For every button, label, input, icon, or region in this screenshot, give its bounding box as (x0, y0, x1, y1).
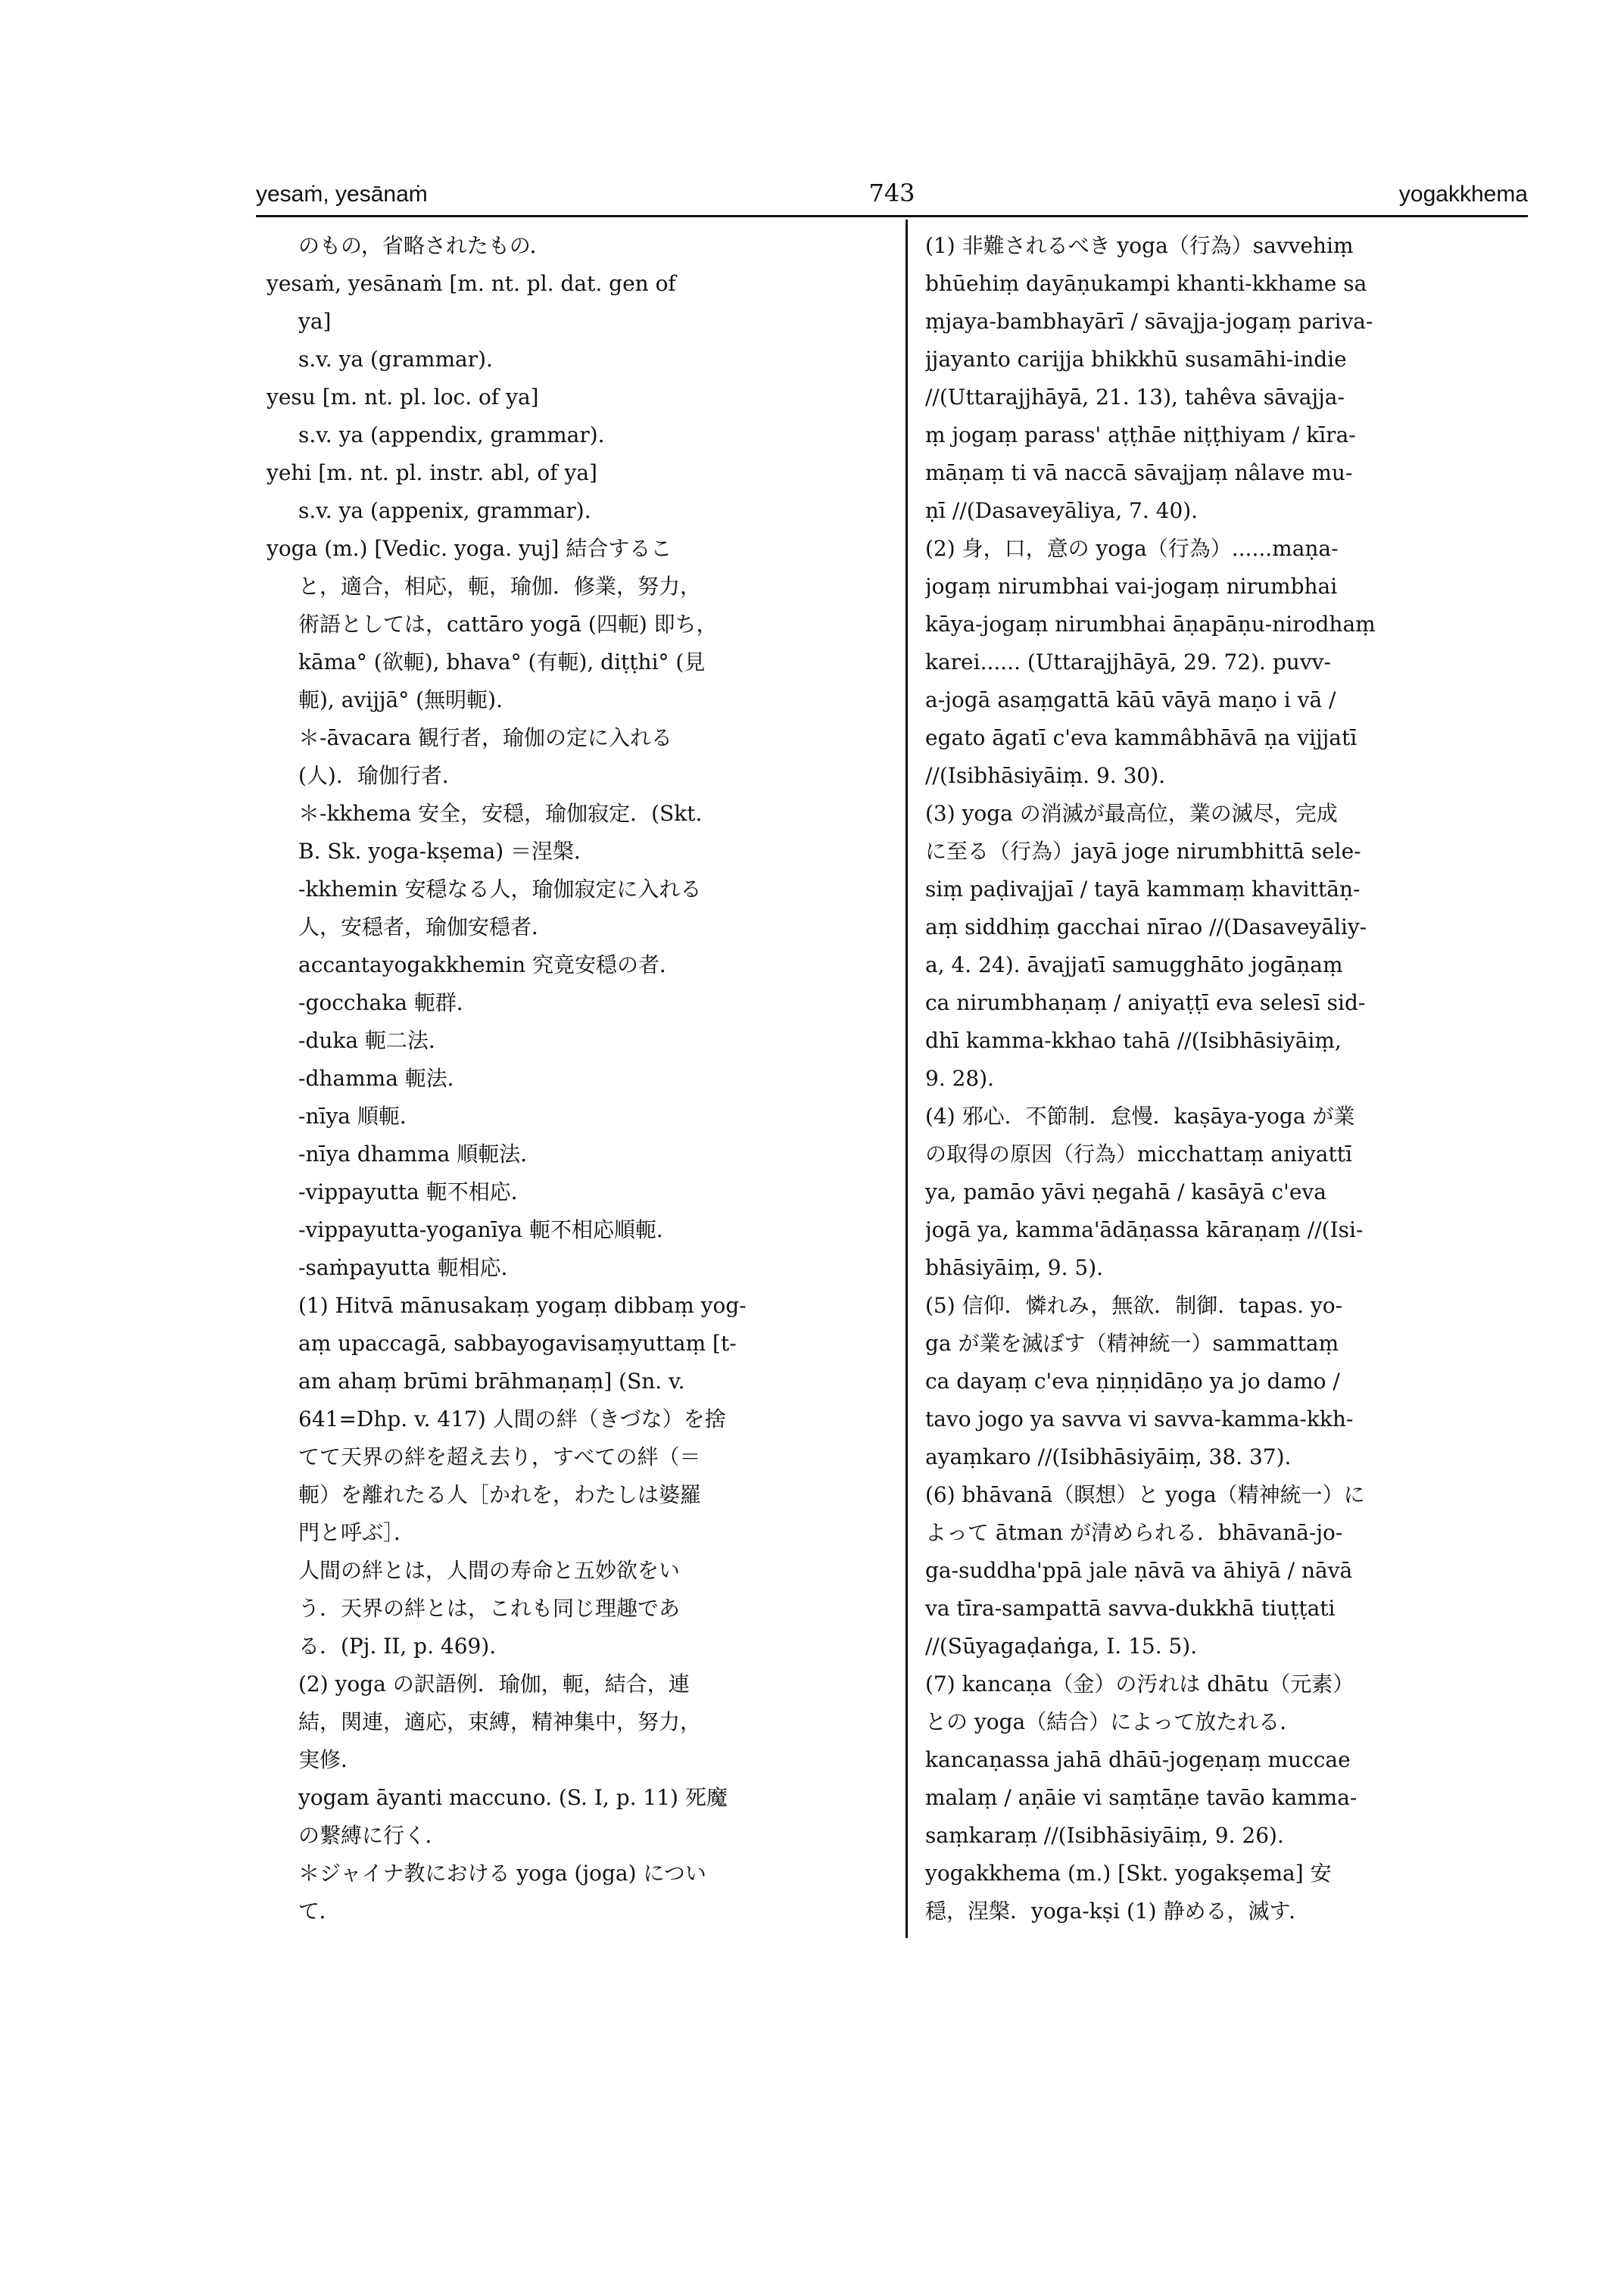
text-line: //(Sūyagaḍaṅga, I. 15. 5). (925, 1634, 1198, 1659)
text-line: 結，関連，適応，束縛，精神集中，努力， (298, 1709, 702, 1734)
text-line: yogam āyanti maccuno. (S. I, p. 11) 死魔 (298, 1785, 728, 1810)
text-line: 実修． (298, 1747, 363, 1772)
text-line: (人)．瑜伽行者． (298, 763, 463, 788)
text-line: jogā ya, kamma'ādāṇassa kāraṇaṃ //(Isi- (925, 1217, 1364, 1242)
text-line: siṃ paḍivajjaī / tayā kammaṃ khavittāṇ- (925, 877, 1361, 902)
text-line: ＊-kkhema 安全，安穏，瑜伽寂定．(Skt. (298, 801, 703, 826)
text-line: am ahaṃ brūmi brāhmaṇaṃ] (Sn. v. (298, 1369, 685, 1394)
text-line: s.v. ya (appendix, grammar). (298, 422, 605, 447)
text-line: kancaṇassa jahā dhāū-jogeṇaṃ muccae (925, 1747, 1351, 1772)
text-line: -gocchaka 軛群． (298, 990, 478, 1015)
text-line: jjayanto carijja bhikkhū susamāhi-indie (925, 347, 1347, 372)
text-line: る．(Pj. II, p. 469). (298, 1634, 497, 1659)
text-line: a, 4. 24). āvajjatī samugghāto jogāṇaṃ (925, 952, 1343, 977)
text-line: yoga (m.) [Vedic. yoga. yuj] 結合するこ (267, 536, 672, 561)
text-line: ＊ジャイナ教における yoga (joga) につい (298, 1861, 706, 1886)
text-line: -duka 軛二法． (298, 1028, 450, 1053)
text-line: -vippayutta 軛不相応． (298, 1179, 532, 1204)
text-line: dhī kamma-kkhao tahā //(Isibhāsiyāiṃ, (925, 1028, 1342, 1053)
text-line: (2) 身，口，意の yoga（行為）......maṇa- (925, 536, 1339, 561)
text-line: 9. 28). (925, 1066, 995, 1091)
text-line: aṃ upaccagā, sabbayogavisaṃyuttaṃ [t- (298, 1331, 737, 1356)
text-line: s.v. ya (grammar). (298, 347, 493, 372)
text-line: //(Uttarajjhāyā, 21. 13), tahêva sāvajja- (925, 385, 1345, 410)
text-line: -kkhemin 安穏なる人，瑜伽寂定に入れる (298, 877, 702, 902)
text-line: -nīya dhamma 順軛法． (298, 1142, 542, 1167)
text-line: ＊-āvacara 観行者，瑜伽の定に入れる (298, 725, 673, 750)
text-line: ya, pamāo yāvi ṇegahā / kasāyā c'eva (925, 1179, 1326, 1204)
text-line: yogakkhema (m.) [Skt. yogakṣema] 安 (925, 1861, 1332, 1886)
page-number: 743 (868, 179, 915, 207)
text-line: ṇī //(Dasaveyāliya, 7. 40). (925, 498, 1199, 523)
text-line: う．天界の絆とは，これも同じ理趣であ (298, 1596, 681, 1621)
text-line: 人間の絆とは，人間の寿命と五妙欲をい (298, 1558, 681, 1583)
text-line: (6) bhāvanā（瞑想）と yoga（精神統一）に (925, 1482, 1365, 1507)
text-line: ṃ jogaṃ parass' aṭṭhāe niṭṭhiyam / kīra- (925, 422, 1356, 447)
text-line: -saṁpayutta 軛相応． (298, 1255, 522, 1280)
header-left-guideword: yesaṁ, yesānaṁ (256, 182, 428, 207)
text-line: kāya-jogaṃ nirumbhai āṇapāṇu-nirodhaṃ (925, 612, 1376, 637)
text-line: (2) yoga の訳語例．瑜伽，軛，結合，連 (298, 1671, 690, 1696)
header-right-guideword: yogakkhema (1398, 182, 1528, 207)
text-line: (7) kancaṇa（金）の汚れは dhātu（元素） (925, 1671, 1354, 1696)
text-line: accantayogakkhemin 究竟安穏の者． (298, 952, 681, 977)
text-line: //(Isibhāsiyāiṃ. 9. 30). (925, 763, 1166, 788)
text-line: よって ātman が清められる．bhāvanā-jo- (925, 1520, 1343, 1545)
text-line: 人，安穏者，瑜伽安穏者． (298, 914, 553, 939)
text-line: 641=Dhp. v. 417) 人間の絆（きづな）を捨 (298, 1407, 726, 1432)
text-line: ya] (298, 309, 332, 334)
text-line: yesaṁ, yesānaṁ [m. nt. pl. dat. gen of (267, 271, 676, 296)
text-line: (4) 邪心．不節制．怠慢．kaṣāya-yoga が業 (925, 1104, 1355, 1129)
text-line: ca dayaṃ c'eva ṇiṇṇidāṇo ya jo damo / (925, 1369, 1340, 1394)
text-line: ca nirumbhaṇaṃ / aniyaṭṭī eva selesī sid- (925, 990, 1366, 1015)
column-divider (906, 220, 908, 1938)
text-line: egato āgatī c'eva kammâbhāvā ṇa vijjatī (925, 725, 1357, 750)
text-line: 軛）を離れたる人［かれを，わたしは婆羅 (298, 1482, 702, 1507)
text-line: の取得の原因（行為）micchattaṃ aniyattī (925, 1142, 1352, 1167)
text-line: ṃjaya-bambhayārī / sāvajja-jogaṃ pariva- (925, 309, 1373, 334)
text-line: ga-suddha'ppā jale ṇāvā va āhiyā / nāvā (925, 1558, 1353, 1583)
text-line: (3) yoga の消滅が最高位，業の滅尽，完成 (925, 801, 1338, 826)
text-line: karei...... (Uttarajjhāyā, 29. 72). puvv- (925, 650, 1331, 675)
text-line: yesu [m. nt. pl. loc. of ya] (267, 385, 539, 410)
text-line: s.v. ya (appenix, grammar). (298, 498, 591, 523)
text-line: -nīya 順軛． (298, 1104, 421, 1129)
text-line: (5) 信仰．憐れみ，無欲．制御．tapas. yo- (925, 1293, 1343, 1318)
text-line: -vippayutta-yoganīya 軛不相応順軛． (298, 1217, 678, 1242)
right-column (925, 227, 1523, 1930)
text-line: bhāsiyāiṃ, 9. 5). (925, 1255, 1104, 1280)
text-line: との yoga（結合）によって放たれる． (925, 1709, 1301, 1734)
text-line: 術語としては，cattāro yogā (四軛) 即ち， (298, 612, 718, 637)
text-line: と，適合，相応，軛，瑜伽．修業，努力， (298, 574, 702, 599)
text-line: 穏，涅槃．yoga-kṣi (1) 静める，滅す． (925, 1899, 1311, 1924)
text-line: saṃkaraṃ //(Isibhāsiyāiṃ, 9. 26). (925, 1823, 1284, 1848)
text-line: malaṃ / aṇāie vi saṃtāṇe tavāo kamma- (925, 1785, 1357, 1810)
text-line: てて天界の絆を超え去り，すべての絆（＝ (298, 1444, 701, 1469)
text-line: (1) Hitvā mānusakaṃ yogaṃ dibbaṃ yog- (298, 1293, 747, 1318)
text-line: て． (298, 1899, 341, 1924)
text-line: 門と呼ぶ］． (298, 1520, 416, 1545)
left-column (267, 227, 872, 1930)
text-line: (1) 非難されるべき yoga（行為）savvehiṃ (925, 233, 1354, 258)
text-line: bhūehiṃ dayāṇukampi khanti-kkhame sa (925, 271, 1367, 296)
text-line: のもの，省略されたもの． (298, 233, 551, 258)
text-line: va tīra-sampattā savva-dukkhā tiuṭṭati (925, 1596, 1336, 1621)
text-line: tavo jogo ya savva vi savva-kamma-kkh- (925, 1407, 1354, 1432)
text-line: -dhamma 軛法． (298, 1066, 469, 1091)
text-line: の繋縛に行く． (298, 1823, 447, 1848)
text-line: aṃ siddhiṃ gacchai nīrao //(Dasaveyāliy- (925, 914, 1367, 939)
text-line: に至る（行為）jayā joge nirumbhittā sele- (925, 839, 1361, 864)
text-line: a-jogā asaṃgattā kāū vāyā maṇo i vā / (925, 687, 1336, 712)
text-line: 軛), avijjā° (無明軛). (298, 687, 503, 712)
text-line: jogaṃ nirumbhai vai-jogaṃ nirumbhai (925, 574, 1338, 599)
text-line: ayaṃkaro //(Isibhāsiyāiṃ, 38. 37). (925, 1444, 1292, 1469)
text-line: B. Sk. yoga-kṣema) ＝涅槃． (298, 839, 596, 864)
running-header (256, 176, 1528, 218)
text-line: māṇaṃ ti vā naccā sāvajjaṃ nâlave mu- (925, 460, 1353, 485)
text-line: kāma° (欲軛), bhava° (有軛), diṭṭhi° (見 (298, 650, 706, 675)
header-rule (256, 215, 1528, 217)
text-line: ga が業を滅ぼす（精神統一）sammattaṃ (925, 1331, 1339, 1356)
text-line: yehi [m. nt. pl. instr. abl, of ya] (267, 460, 597, 485)
